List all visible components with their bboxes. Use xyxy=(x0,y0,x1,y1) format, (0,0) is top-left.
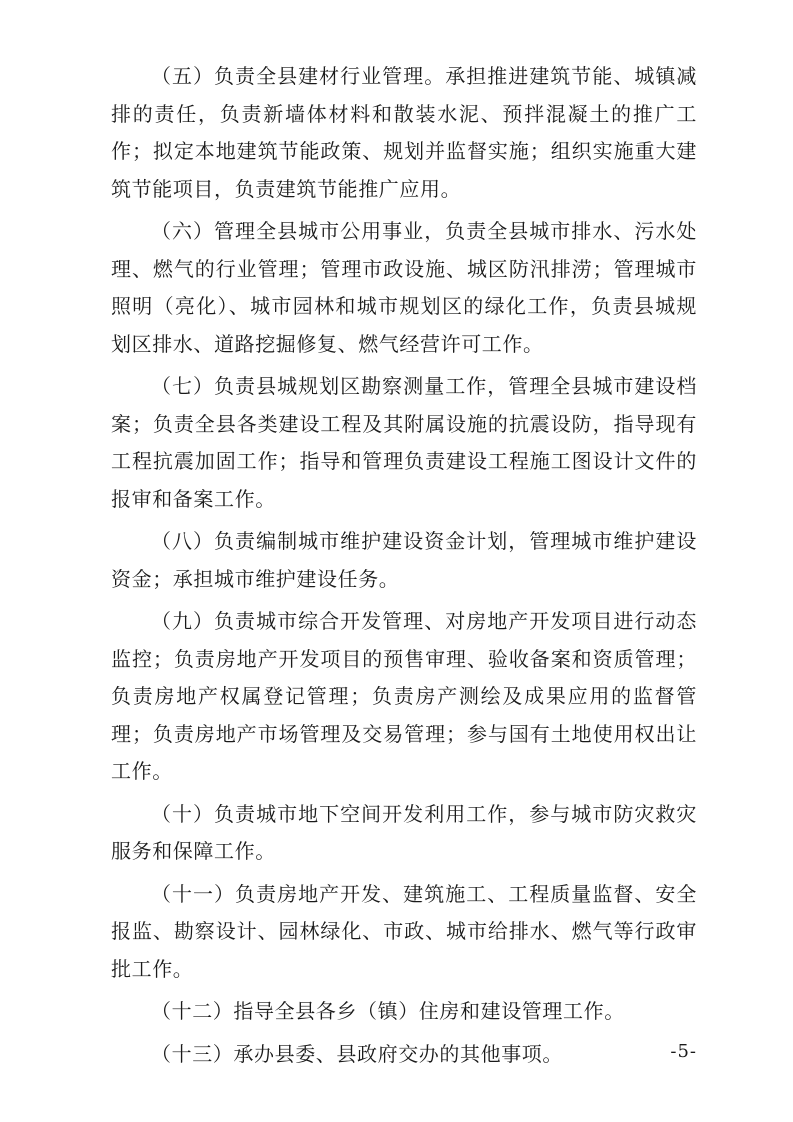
paragraph-5: （五）负责全县建材行业管理。承担推进建筑节能、城镇减排的责任，负责新墙体材料和散装水泥、预拌混凝土的推广工作；拟定本地建筑节能政策、规划并监督实施；组织实施重大建筑节能项目，负责建筑节能推广应用。 xyxy=(111,64,697,201)
paragraph-11: （十一）负责房地产开发、建筑施工、工程质量监督、安全报监、勘察设计、园林绿化、市政、城市给排水、燃气等行政审批工作。 xyxy=(111,881,697,981)
document-body xyxy=(111,58,697,1078)
paragraph-6: （六）管理全县城市公用事业，负责全县城市排水、污水处理、燃气的行业管理；管理市政设施、城区防汛排涝；管理城市照明（亮化）、城市园林和城市规划区的绿化工作，负责县城规划区排水、道路挖掘修复、燃气经营许可工作。 xyxy=(111,219,697,356)
paragraph-7: （七）负责县城规划区勘察测量工作，管理全县城市建设档案；负责全县各类建设工程及其附属设施的抗震设防，指导现有工程抗震加固工作；指导和管理负责建设工程施工图设计文件的报审和备案工作。 xyxy=(111,374,697,511)
paragraph-10: （十）负责城市地下空间开发利用工作，参与城市防灾救灾服务和保障工作。 xyxy=(111,801,697,863)
paragraph-12: （十二）指导全县各乡（镇）住房和建设管理工作。 xyxy=(151,999,625,1023)
paragraph-9: （九）负责城市综合开发管理、对房地产开发项目进行动态监控；负责房地产开发项目的预售审理、验收备案和资质管理；负责房地产权属登记管理；负责房产测绘及成果应用的监督管理；负责房地产市场管理及交易管理；参与国有土地使用权出让工作。 xyxy=(111,609,697,783)
paragraph-8: （八）负责编制城市维护建设资金计划，管理城市维护建设资金；承担城市维护建设任务。 xyxy=(111,529,697,591)
page-number: -5- xyxy=(670,1041,697,1062)
paragraph-13: （十三）承办县委、县政府交办的其他事项。 xyxy=(151,1041,563,1066)
